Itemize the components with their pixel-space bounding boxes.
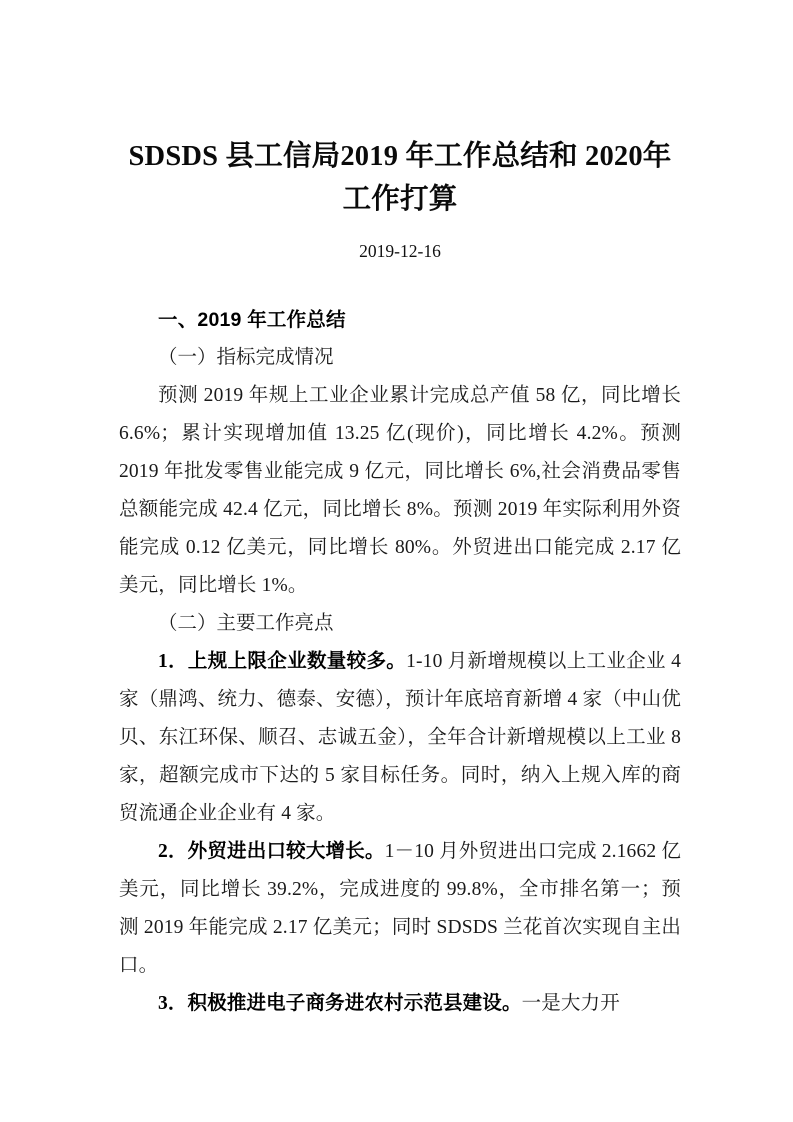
page-title: SDSDS 县工信局2019 年工作总结和 2020年工作打算 — [128, 141, 672, 215]
numbered-item-2-lead: 2．外贸进出口较大增长。 — [158, 841, 385, 862]
numbered-item-1 — [119, 643, 681, 833]
subsection-heading-1-2: （二）主要工作亮点 — [158, 613, 334, 634]
numbered-item-1-body: 1-10 月新增规模以上工业企业 4 家（鼎鸿、统力、德泰、安德），预计年底培育新增 4 家（中山优贝、东江环保、顺召、志诚五金），全年合计新增规模以上工业 8 家，超额完成市下达的 5 家目标任务。同时，纳入上规入库的商贸流通企业企业有 4 家。 — [119, 651, 681, 824]
numbered-item-1-lead: 1．上规上限企业数量较多。 — [158, 651, 407, 672]
numbered-item-2 — [119, 833, 681, 985]
page-content — [119, 0, 681, 1023]
document-body — [119, 265, 681, 1023]
numbered-item-3 — [119, 985, 681, 1023]
numbered-item-3-lead: 3．积极推进电子商务进农村示范县建设。 — [158, 993, 522, 1014]
numbered-item-3-body: 一是大力开 — [521, 993, 620, 1014]
subsection-heading-1-1: （一）指标完成情况 — [158, 347, 334, 368]
numbered-item-2-body: 1－10 月外贸进出口完成 2.1662 亿美元，同比增长 39.2%，完成进度的 99.8%，全市排名第一；预测 2019 年能完成 2.17 亿美元；同时 SDSDS 兰花首次实现自主出口。 — [119, 841, 681, 976]
document-date: 2019-12-16 — [359, 241, 441, 261]
paragraph-indicators: 预测 2019 年规上工业企业累计完成总产值 58 亿，同比增长 6.6%；累计实现增加值 13.25 亿(现价)，同比增长 4.2%。预测 2019 年批发零售业能完成 9 亿元，同比增长 6%,社会消费品零售总额能完成 42.4 亿元，同比增长 8%。预测 2019 年实际利用外资能完成 0.12 亿美元，同比增长 80%。外贸进出口能完成 2.17 亿美元，同比增长 1%。 — [119, 385, 681, 596]
section-heading-1: 一、2019 年工作总结 — [158, 309, 346, 331]
